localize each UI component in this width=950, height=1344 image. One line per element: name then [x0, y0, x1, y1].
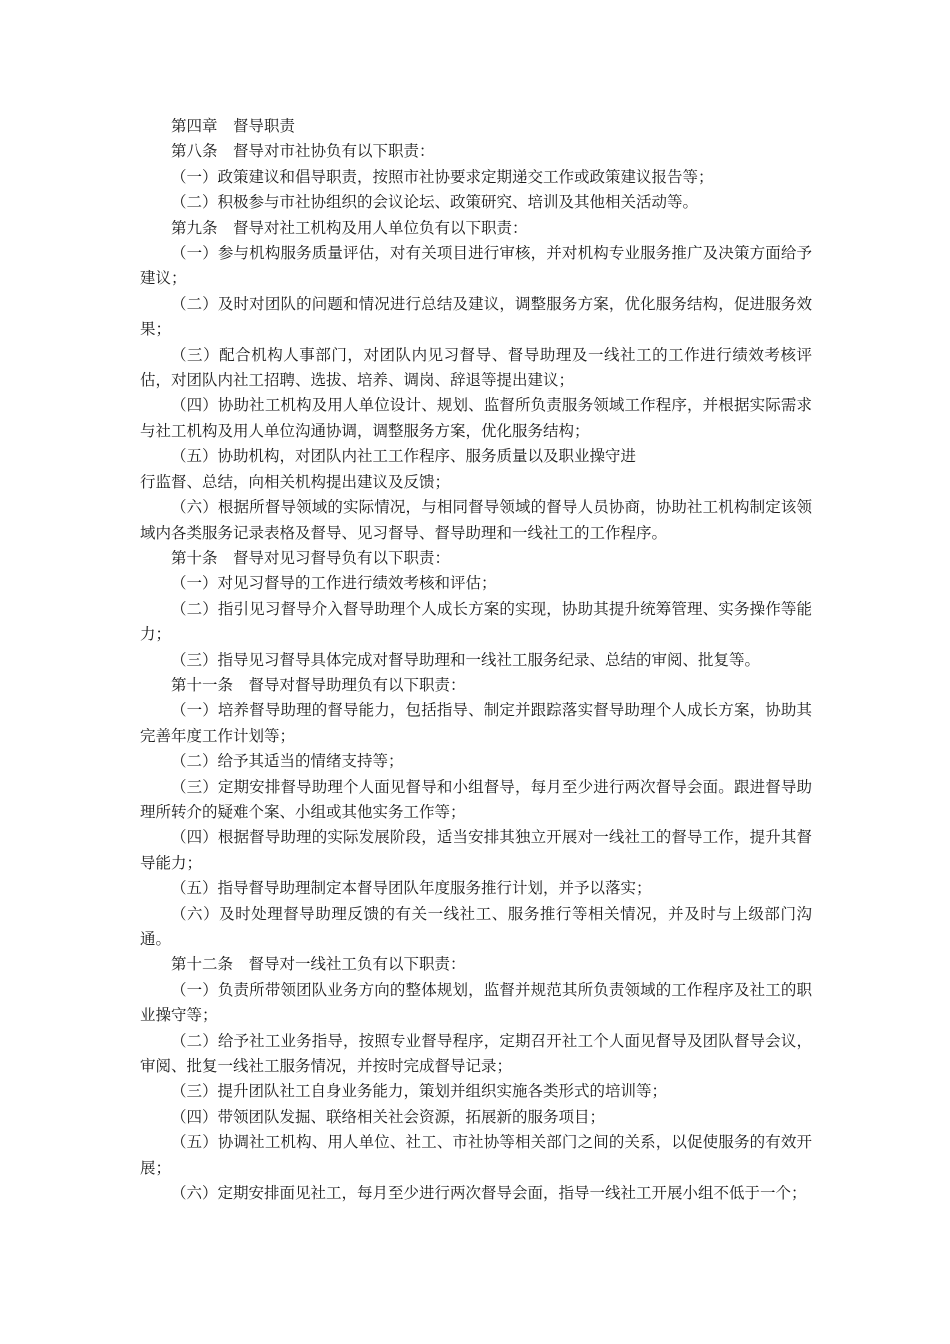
article-9-item-2: （二）及时对团队的问题和情况进行总结及建议，调整服务方案，优化服务结构，促进服务效果；: [140, 294, 812, 339]
article-12-item-1: （一）负责所带领团队业务方向的整体规划，监督并规范其所负责领域的工作程序及社工的职业操守等；: [140, 980, 812, 1025]
article-9-item-5-continuation: 行监督、总结，向相关机构提出建议及反馈；: [140, 472, 451, 491]
article-11-item-4: （四）根据督导助理的实际发展阶段，适当安排其独立开展对一线社工的督导工作，提升其督导能力；: [140, 828, 812, 872]
article-12-item-3: （三）提升团队社工自身业务能力，策划并组织实施各类形式的培训等；: [171, 1082, 668, 1101]
article-10-heading: 第十条 督导对见习督导负有以下职责：: [171, 548, 451, 567]
article-11-item-2: （二）给予其适当的情绪支持等；: [171, 752, 404, 771]
article-9-item-4: （四）协助社工机构及用人单位设计、规划、监督所负责服务领域工作程序，并根据实际需求与社工机构及用人单位沟通协调，调整服务方案，优化服务结构；: [140, 396, 812, 440]
article-9-item-6: （六）根据所督导领域的实际情况，与相同督导领域的督导人员协商，协助社工机构制定该领域内各类服务记录表格及督导、见习督导、督导助理和一线社工的工作程序。: [140, 498, 812, 542]
article-8-item-2: （二）积极参与市社协组织的会议论坛、政策研究、培训及其他相关活动等。: [171, 193, 699, 212]
article-11-item-5: （五）指导督导助理制定本督导团队年度服务推行计划，并予以落实；: [171, 879, 652, 898]
article-9-item-1: （一）参与机构服务质量评估，对有关项目进行审核，并对机构专业服务推广及决策方面给予建议；: [140, 244, 812, 288]
article-12-item-2: （二）给予社工业务指导，按照专业督导程序，定期召开社工个人面见督导及团队督导会议，审阅、批复一线社工服务情况，并按时完成督导记录；: [140, 1031, 812, 1076]
chapter-heading: 第四章 督导职责: [171, 117, 296, 135]
article-11-item-3: （三）定期安排督导助理个人面见督导和小组督导，每月至少进行两次督导会面。跟进督导助理所转介的疑难个案、小组或其他实务工作等；: [140, 777, 812, 821]
article-8-item-1: （一）政策建议和倡导职责，按照市社协要求定期递交工作或政策建议报告等；: [171, 167, 714, 186]
article-9-item-3: （三）配合机构人事部门，对团队内见习督导、督导助理及一线社工的工作进行绩效考核评估，对团队内社工招聘、选拔、培养、调岗、辞退等提出建议；: [140, 345, 812, 390]
article-10-item-3: （三）指导见习督导具体完成对督导助理和一线社工服务纪录、总结的审阅、批复等。: [171, 650, 761, 669]
article-12-item-6: （六）定期安排面见社工，每月至少进行两次督导会面，指导一线社工开展小组不低于一个；: [171, 1184, 807, 1203]
article-11-item-6: （六）及时处理督导助理反馈的有关一线社工、服务推行等相关情况，并及时与上级部门沟通。: [140, 904, 812, 948]
article-11-item-1: （一）培养督导助理的督导能力，包括指导、制定并跟踪落实督导助理个人成长方案，协助其完善年度工作计划等；: [140, 701, 812, 745]
article-10-item-2: （二）指引见习督导介入督导助理个人成长方案的实现，协助其提升统筹管理、实务操作等能力；: [140, 599, 812, 644]
article-9-heading: 第九条 督导对社工机构及用人单位负有以下职责：: [171, 218, 528, 237]
article-8-heading: 第八条 督导对市社协负有以下职责：: [171, 142, 435, 161]
article-12-heading: 第十二条 督导对一线社工负有以下职责：: [171, 955, 466, 974]
document-page: [140, 114, 812, 1206]
article-9-item-5: （五）协助机构，对团队内社工工作程序、服务质量以及职业操守进: [171, 447, 637, 466]
article-10-item-1: （一）对见习督导的工作进行绩效考核和评估；: [171, 574, 497, 593]
article-12-item-5: （五）协调社工机构、用人单位、社工、市社协等相关部门之间的关系，以促使服务的有效开展；: [140, 1133, 812, 1177]
article-11-heading: 第十一条 督导对督导助理负有以下职责：: [171, 675, 466, 694]
article-12-item-4: （四）带领团队发掘、联络相关社会资源，拓展新的服务项目；: [171, 1107, 606, 1126]
